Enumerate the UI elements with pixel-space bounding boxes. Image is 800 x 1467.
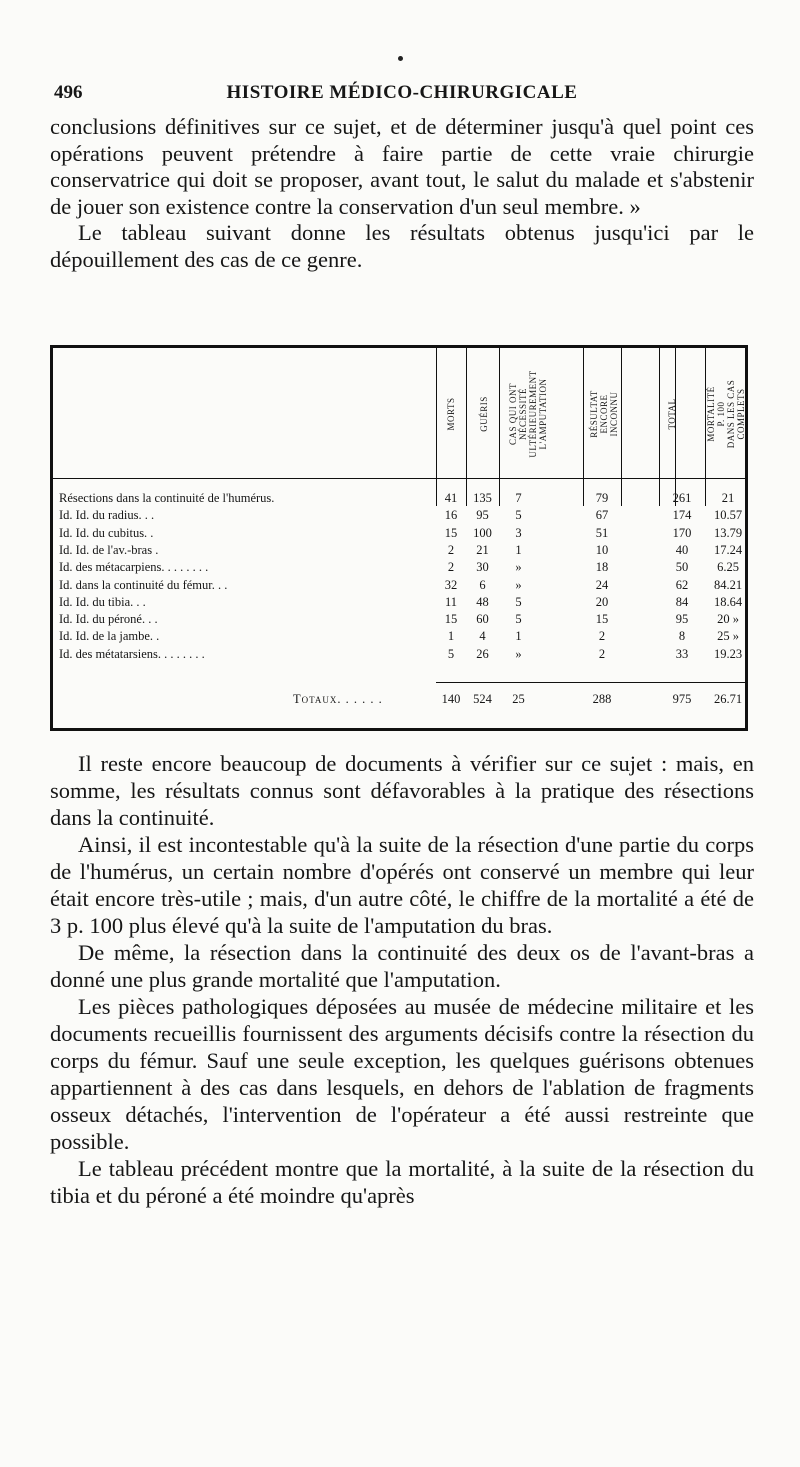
table-cell: 140 (441, 692, 461, 706)
table-cell: 48 (476, 594, 489, 609)
table-cell: 8 (678, 629, 686, 644)
table-cell: 19.23 (713, 646, 743, 661)
table-cell: 21 (476, 542, 489, 557)
table-cell: 60 (476, 612, 489, 627)
table-cell: 4 (479, 629, 486, 644)
table-cell: 84 (675, 594, 689, 609)
table-cell: 24 (595, 577, 609, 592)
table-row (53, 490, 745, 507)
table-cell: 32 (444, 577, 458, 592)
table-cell: 975 (672, 692, 692, 706)
table-cell: 10 (595, 542, 609, 557)
column-header-text: CAS QUI ONT NÉCESSITÉ ULTÉRIEUREMENT L'AMPUTATION (508, 370, 548, 458)
table-cell: 79 (595, 491, 609, 505)
table-cell: 5 (515, 612, 522, 627)
column-rule (583, 348, 584, 506)
table-cell: 20 (595, 594, 609, 609)
page-header (54, 82, 750, 108)
row-label: Id. Id. du tibia. . . (59, 594, 146, 609)
table-cell: 15 (595, 612, 609, 627)
table-cell: 26.71 (713, 692, 743, 706)
ink-dot (398, 56, 403, 61)
row-label: Id. Id. du cubitus. . (59, 525, 154, 540)
table-cell: 2 (598, 646, 606, 661)
column-header (499, 354, 557, 474)
column-header-text: MORTS (446, 397, 456, 431)
table-cell: 2 (598, 629, 606, 644)
table-cell: 15 (444, 612, 458, 627)
table-cell: 2 (447, 542, 455, 557)
table-row (53, 542, 745, 559)
table-header-rule (53, 348, 745, 479)
column-header-text: RÉSULTAT ENCORE INCONNU (589, 390, 619, 438)
table-cell: 84.21 (713, 577, 743, 592)
row-label: Id. dans la continuité du fémur. . . (59, 577, 228, 592)
table-cell: 18.64 (713, 594, 743, 609)
results-table (50, 345, 748, 731)
table-cell: 30 (476, 560, 489, 575)
table-cell: 62 (675, 577, 689, 592)
table-cell: 524 (473, 692, 492, 706)
paragraph: Il reste encore beaucoup de documents à vérifier sur ce sujet : mais, en somme, les résultats connus sont défavorables à la pratique des résections dans la continuité. (50, 751, 754, 830)
table-cell: 6 (479, 577, 486, 592)
paragraph: Le tableau précédent montre que la mortalité, à la suite de la résection du tibia et du péroné a été moindre qu'après (50, 1156, 754, 1208)
table-cell: 1 (515, 542, 522, 557)
paragraph: conclusions définitives sur ce sujet, et de déterminer jusqu'à quel point ces opérations peuvent prétendre à faire partie de cette vraie chirurgie conservatrice qui doit se proposer, avant tout, le salut du malade et s'abstenir de jouer son existence contre la conservation d'un seul membre. » (50, 114, 754, 219)
table-cell: 67 (595, 508, 609, 523)
row-label: Totaux. . . . . . (293, 692, 383, 706)
row-label: Id. des métatarsiens. . . . . . . . (59, 646, 205, 661)
row-label: Id. des métacarpiens. . . . . . . . (59, 560, 209, 575)
row-label: Id. Id. du radius. . . (59, 508, 155, 523)
table-cell: 174 (672, 508, 692, 523)
table-cell: » (515, 577, 522, 592)
table-cell: » (515, 560, 522, 575)
table-cell: 3 (515, 525, 522, 540)
table-cell: 11 (444, 594, 458, 609)
table-cell: 17.24 (713, 542, 743, 557)
table-cell: 2 (447, 560, 455, 575)
table-cell: 40 (675, 542, 689, 557)
body-text (50, 750, 754, 1209)
column-header (469, 354, 499, 474)
table-cell: 21 (721, 491, 735, 505)
table-row (53, 507, 745, 524)
column-header (659, 354, 685, 474)
table-cell: 25 » (717, 629, 739, 644)
table-cell: 20 » (717, 612, 739, 627)
column-header (437, 354, 465, 474)
table-cell: 16 (444, 508, 458, 523)
table-row (53, 525, 745, 542)
column-header-text: TOTAL (667, 398, 677, 430)
paragraph: De même, la résection dans la continuité des deux os de l'avant-bras a donné une plus grande mortalité que l'amputation. (50, 940, 754, 992)
intro-text (50, 114, 754, 273)
table-cell: 18 (595, 560, 609, 575)
table-cell: 33 (675, 646, 689, 661)
table-cell: 95 (476, 508, 489, 523)
table-cell: 15 (444, 525, 458, 540)
table-row (53, 559, 745, 576)
table-row (53, 628, 745, 645)
table-row (53, 577, 745, 594)
table-cell: 135 (473, 491, 492, 505)
column-header-text: GUÉRIS (479, 396, 489, 432)
table-cell: 1 (447, 629, 455, 644)
table-cell: 100 (473, 525, 492, 540)
table-cell: 13.79 (713, 525, 743, 540)
column-header (703, 354, 749, 474)
table-cell: 170 (672, 525, 692, 540)
table-row (53, 611, 745, 628)
table-row (53, 594, 745, 611)
row-label: Résections dans la continuité de l'humérus. (59, 491, 275, 505)
table-cell: 25 (512, 692, 525, 706)
totals-rule (436, 682, 745, 683)
page-number: 496 (54, 82, 83, 103)
column-rule (466, 348, 467, 506)
row-label: Id. Id. de l'av.-bras . (59, 542, 159, 557)
table-cell: 7 (515, 491, 522, 505)
table-cell: 26 (476, 646, 489, 661)
table-cell: 288 (592, 692, 612, 706)
row-label: Id. Id. de la jambe. . (59, 629, 160, 644)
table-cell: 1 (515, 629, 522, 644)
paragraph: Le tableau suivant donne les résultats obtenus jusqu'ici par le dépouillement des cas de ce genre. (50, 220, 754, 272)
table-cell: 5 (515, 508, 522, 523)
table-cell: 51 (595, 525, 609, 540)
table-cell: 5 (447, 646, 455, 661)
table-cell: 50 (675, 560, 689, 575)
column-header (586, 354, 622, 474)
totals-row (53, 691, 745, 708)
row-label: Id. Id. du péroné. . . (59, 612, 158, 627)
table-cell: 41 (444, 491, 458, 505)
table-cell: 10.57 (713, 508, 743, 523)
table-cell: 6.25 (717, 560, 739, 575)
paragraph: Les pièces pathologiques déposées au musée de médecine militaire et les documents recueillis fournissent des arguments décisifs contre la résection du corps du fémur. Sauf une seule exception, les quelques guérisons obtenues appartiennent à des cas dans lesquels, en dehors de l'ablation de fragments osseux détachés, l'intervention de l'opérateur a été aussi restreinte que possible. (50, 994, 754, 1154)
table-cell: 95 (675, 612, 689, 627)
column-header-text: MORTALITÉ P. 100 DANS LES CAS COMPLETS (706, 379, 746, 449)
table-row (53, 646, 745, 663)
paragraph: Ainsi, il est incontestable qu'à la suite de la résection d'une partie du corps de l'humérus, un certain nombre d'opérés ont conservé un membre qui leur était encore très-utile ; mais, d'un autre côté, le chiffre de la mortalité a été de 3 p. 100 plus élevé qu'à la suite de l'amputation du bras. (50, 832, 754, 938)
table-cell: » (515, 646, 522, 661)
table-cell: 5 (515, 594, 522, 609)
table-cell: 261 (672, 491, 692, 505)
running-title: HISTOIRE MÉDICO-CHIRURGICALE (226, 82, 578, 103)
